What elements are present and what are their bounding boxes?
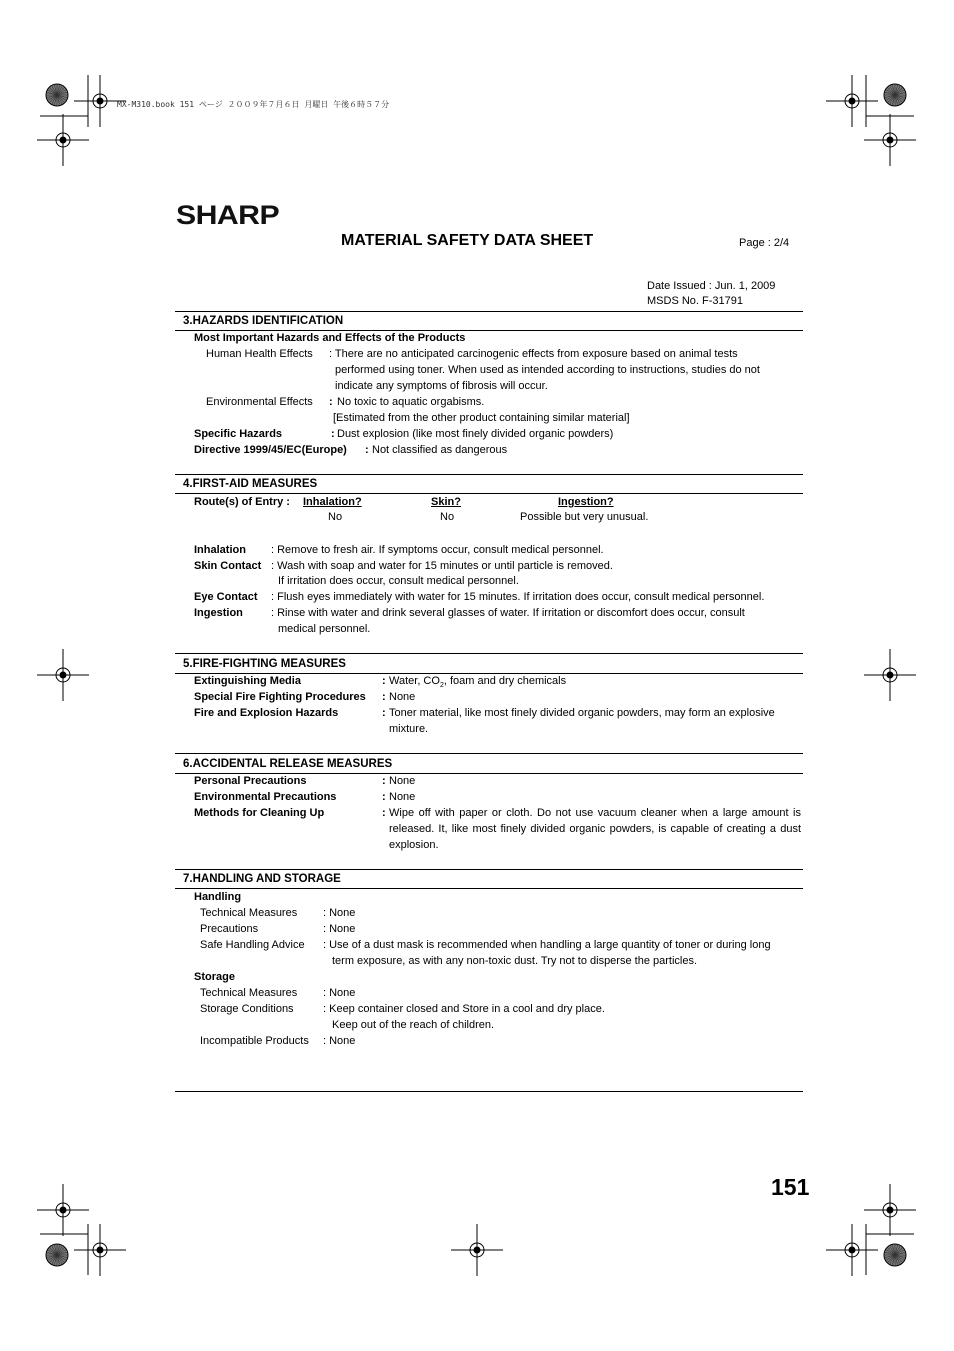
ingestion-text-2: medical personnel. [278,623,371,635]
val-inhalation: No [328,511,343,523]
personal-precautions-label: Personal Precautions [194,775,307,787]
section-7-title: 7.HANDLING AND STORAGE [183,873,341,885]
extinguishing-media-label: Extinguishing Media [194,675,301,687]
route-of-entry-label: Route(s) of Entry : [194,496,290,508]
cleaning-methods-colon: : [382,807,386,819]
directive-text: Not classified as dangerous [372,444,508,456]
hazards-subtitle: Most Important Hazards and Effects of the Products [194,332,466,344]
fire-explosion-text-2: mixture. [389,723,429,735]
environmental-precautions-colon: : [382,791,386,803]
environmental-precautions-label: Environmental Precautions [194,791,337,803]
msds-number: MSDS No. F-31791 [647,295,743,307]
fire-explosion-colon: : [382,707,386,719]
storage-technical-text: : None [323,987,356,999]
handling-precautions-label: Precautions [200,923,259,935]
directive-label: Directive 1999/45/EC(Europe) [194,444,347,456]
section-7-title-rule [175,888,803,889]
skin-contact-text: : Wash with soap and water for 15 minutes or until particle is removed. [271,560,613,572]
environmental-precautions-text: None [389,791,416,803]
ingestion-text: : Rinse with water and drink several glasses of water. If irritation or discomfort does occur, consult [271,607,745,619]
environmental-effects-text-2: [Estimated from the other product containing similar material] [333,412,630,424]
human-health-text-3: indicate any symptoms of fibrosis will occur. [335,380,548,392]
environmental-effects-text: No toxic to aquatic orgabisms. [337,396,485,408]
section-4-top-rule [175,474,803,475]
fire-explosion-label: Fire and Explosion Hazards [194,707,339,719]
handling-heading: Handling [194,891,242,903]
environmental-effects-label: Environmental Effects [206,396,313,408]
page-label: Page : 2/4 [739,237,790,249]
col-skin: Skin? [431,496,461,508]
val-ingestion: Possible but very unusual. [520,511,649,523]
eye-contact-text: : Flush eyes immediately with water for 15 minutes. If irritation does occur, consult medical personnel. [271,591,765,603]
safe-handling-text-2: term exposure, as with any non-toxic dust. Try not to disperse the particles. [332,955,698,967]
extinguishing-media-text: Water, $CO_2$, foam and dry chemicals [389,675,567,690]
human-health-text: : There are no anticipated carcinogenic effects from exposure based on animal tests [329,348,738,360]
storage-conditions-text: : Keep container closed and Store in a cool and dry place. [323,1003,605,1015]
directive-colon: : [365,444,369,456]
col-inhalation: Inhalation? [303,496,362,508]
environmental-effects-colon: : [329,396,333,408]
human-health-text-2: performed using toner. When used as intended according to instructions, studies do not [335,364,760,376]
human-health-label: Human Health Effects [206,348,313,360]
handling-technical-label: Technical Measures [200,907,298,919]
section-3-top-rule [175,311,803,312]
val-skin: No [440,511,455,523]
special-procedures-colon: : [382,691,386,703]
printer-slug: MX-M310.book 151 ページ ２００９年７月６日 月曜日 午後６時５７分 [117,100,390,109]
section-5-top-rule [175,653,803,654]
inhalation-text: : Remove to fresh air. If symptoms occur, consult medical personnel. [271,544,604,556]
specific-hazards-colon: : [331,428,335,440]
extinguishing-media-colon: : [382,675,386,687]
storage-conditions-label: Storage Conditions [200,1003,294,1015]
fire-explosion-text: Toner material, like most finely divided organic powders, may form an explosive [389,707,775,719]
special-procedures-text: None [389,691,416,703]
skin-contact-label: Skin Contact [194,560,262,572]
section-7-top-rule [175,869,803,870]
storage-conditions-text-2: Keep out of the reach of children. [332,1019,495,1031]
incompatible-products-label: Incompatible Products [200,1035,309,1047]
cleaning-methods-text: Wipe off with paper or cloth. Do not use vacuum cleaner when a large amount is released. It, like most finely divided organic powders, is capable of creating a dust explosion. [389,807,801,851]
eye-contact-label: Eye Contact [194,591,258,603]
safe-handling-text: : Use of a dust mask is recommended when handling a large quantity of toner or during long [323,939,771,951]
handling-precautions-text: : None [323,923,356,935]
special-procedures-label: Special Fire Fighting Procedures [194,691,366,703]
safe-handling-label: Safe Handling Advice [200,939,305,951]
section-6-top-rule [175,753,803,754]
specific-hazards-text: Dust explosion (like most finely divided organic powders) [337,428,614,440]
personal-precautions-text: None [389,775,416,787]
specific-hazards-label: Specific Hazards [194,428,283,440]
cleaning-methods-label: Methods for Cleaning Up [194,807,325,819]
document-title: MATERIAL SAFETY DATA SHEET [341,232,594,249]
inhalation-label: Inhalation [194,544,246,556]
section-5-title: 5.FIRE-FIGHTING MEASURES [183,658,346,670]
col-ingestion: Ingestion? [558,496,614,508]
incompatible-products-text: : None [323,1035,356,1047]
bottom-rule [175,1091,803,1092]
date-issued: Date Issued : Jun. 1, 2009 [647,280,776,292]
handling-technical-text: : None [323,907,356,919]
personal-precautions-colon: : [382,775,386,787]
storage-heading: Storage [194,971,235,983]
section-4-title: 4.FIRST-AID MEASURES [183,478,318,490]
page-number: 151 [771,1174,810,1200]
storage-technical-label: Technical Measures [200,987,298,999]
skin-contact-text-2: If irritation does occur, consult medical personnel. [278,575,519,587]
section-6-title: 6.ACCIDENTAL RELEASE MEASURES [183,758,393,770]
ingestion-label: Ingestion [194,607,243,619]
sharp-logo: SHARP [176,200,280,230]
section-3-title: 3.HAZARDS IDENTIFICATION [183,315,344,327]
